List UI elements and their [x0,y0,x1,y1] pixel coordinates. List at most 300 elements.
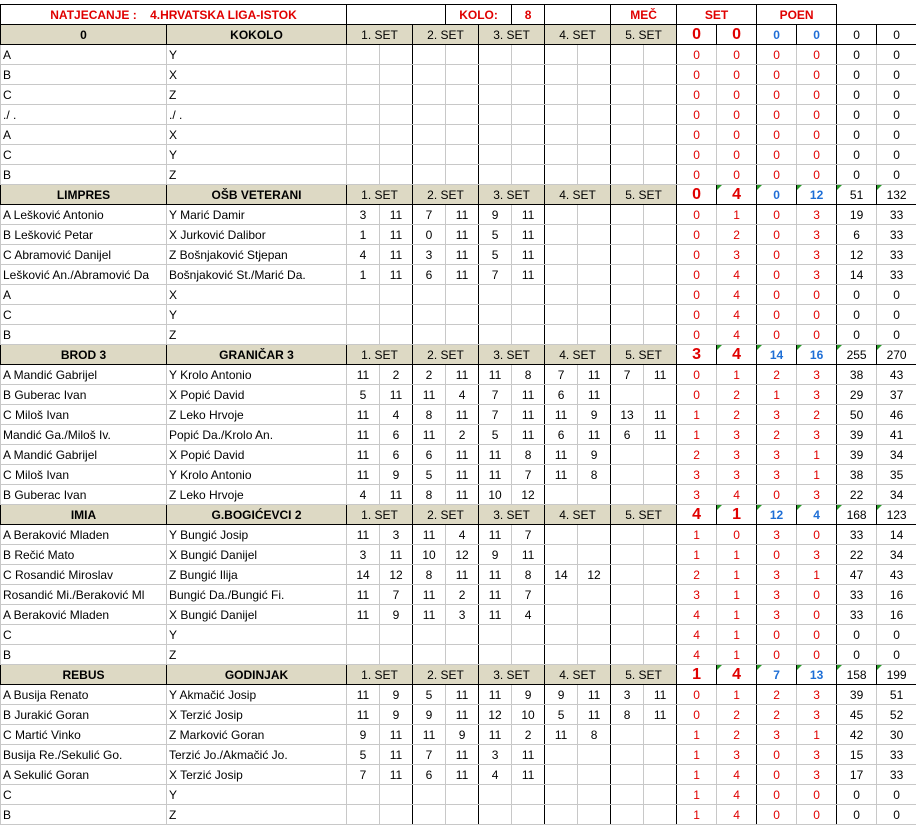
poen-away: 34 [877,485,916,505]
set-score: 5 [347,745,380,765]
set-score [545,285,578,305]
set-away: 1 [797,465,837,485]
set-score [479,285,512,305]
mec-home: 0 [677,45,717,65]
set-score [413,305,446,325]
away-player: Y Krolo Antonio [167,365,347,385]
set-score [413,805,446,825]
poen-home: 0 [837,125,877,145]
set-score: 3 [479,745,512,765]
set-score [644,805,677,825]
set-home: 0 [757,225,797,245]
set-score: 6 [413,765,446,785]
set-score: 11 [644,425,677,445]
set-score [644,785,677,805]
set-score [611,45,644,65]
mec-away: 1 [717,685,757,705]
mec-away: 1 [717,585,757,605]
poen-home: 15 [837,745,877,765]
set-score [578,805,611,825]
set-score: 12 [578,565,611,585]
set-score [578,305,611,325]
set-score [644,125,677,145]
set-score [611,85,644,105]
set-score: 7 [380,585,413,605]
poen-away: 46 [877,405,916,425]
set-score: 11 [479,445,512,465]
set-score: 11 [644,365,677,385]
set-score [347,145,380,165]
set-score: 11 [479,685,512,705]
set-score [479,145,512,165]
set-score [644,85,677,105]
set-away: 0 [797,305,837,325]
set-score [578,165,611,185]
set-score [380,645,413,665]
set-score: 11 [446,445,479,465]
set-score [545,805,578,825]
set-score: 11 [578,705,611,725]
away-player: Y [167,305,347,325]
game-row [1,85,916,105]
poen-home: 33 [837,525,877,545]
set-home: 3 [757,585,797,605]
mec-away: 4 [717,485,757,505]
set-away: 0 [797,645,837,665]
set-away: 3 [797,745,837,765]
mec-away: 2 [717,385,757,405]
set-score [611,805,644,825]
set-score: 9 [446,725,479,745]
set-score: 11 [446,705,479,725]
set-score: 14 [545,565,578,585]
set-away: 3 [797,545,837,565]
game-row [1,605,916,625]
set-score [611,565,644,585]
poen-away: 41 [877,425,916,445]
set-score [644,285,677,305]
home-player: A [1,285,167,305]
set-score [545,105,578,125]
set-score: 7 [479,265,512,285]
mec-home-score: 0 [677,25,717,45]
mec-away: 0 [717,85,757,105]
set-score: 7 [413,205,446,225]
set-score [611,205,644,225]
team-header-row [1,185,916,205]
set-label: 2. SET [413,505,479,525]
mec-home: 3 [677,465,717,485]
game-row [1,745,916,765]
mec-away: 1 [717,605,757,625]
poen-away: 0 [877,125,916,145]
poen-header: POEN [757,5,837,25]
away-player: X [167,285,347,305]
set-score [380,105,413,125]
game-row [1,285,916,305]
home-player: A Beraković Mladen [1,605,167,625]
poen-home: 0 [837,285,877,305]
set-score: 11 [380,725,413,745]
mec-home: 0 [677,145,717,165]
poen-home: 6 [837,225,877,245]
away-player: Z Bungić Ilija [167,565,347,585]
set-score: 8 [611,705,644,725]
set-score: 11 [512,385,545,405]
set-home: 0 [757,325,797,345]
set-score [578,745,611,765]
set-score [578,485,611,505]
set-score: 11 [479,725,512,745]
away-player: Bošnjaković St./Marić Da. [167,265,347,285]
set-score: 11 [578,365,611,385]
set-home: 0 [757,165,797,185]
set-away: 0 [797,165,837,185]
set-score: 5 [479,245,512,265]
poen-home-total: 0 [837,25,877,45]
set-score: 8 [512,365,545,385]
set-score [545,65,578,85]
set-label: 2. SET [413,185,479,205]
set-score: 5 [479,225,512,245]
set-score [578,785,611,805]
game-row [1,45,916,65]
away-player: Z Leko Hrvoje [167,405,347,425]
set-score [578,325,611,345]
mec-away-score: 4 [717,665,757,685]
set-away-total: 0 [797,25,837,45]
set-score: 11 [644,705,677,725]
set-score: 11 [446,745,479,765]
set-score: 11 [347,405,380,425]
set-score: 11 [380,485,413,505]
set-home: 2 [757,365,797,385]
set-away: 3 [797,685,837,705]
set-score [347,285,380,305]
set-score [512,85,545,105]
set-score: 8 [413,405,446,425]
set-score [380,85,413,105]
set-away: 0 [797,65,837,85]
set-home: 3 [757,565,797,585]
set-score: 11 [512,405,545,425]
game-row [1,525,916,545]
set-score: 5 [413,465,446,485]
set-score [347,105,380,125]
mec-home: 0 [677,85,717,105]
home-player: C [1,785,167,805]
set-home: 0 [757,745,797,765]
set-score [578,125,611,145]
poen-away: 0 [877,305,916,325]
set-score: 5 [413,685,446,705]
set-score [446,65,479,85]
mec-home-score: 1 [677,665,717,685]
set-label: 2. SET [413,25,479,45]
set-score [545,265,578,285]
poen-away: 0 [877,105,916,125]
set-score: 8 [578,725,611,745]
set-score [347,645,380,665]
mec-home: 2 [677,445,717,465]
away-player: X [167,65,347,85]
away-player: ./ . [167,105,347,125]
home-player: B [1,645,167,665]
set-score: 9 [380,605,413,625]
poen-away: 33 [877,265,916,285]
game-row [1,205,916,225]
home-player: C [1,145,167,165]
away-player: Z [167,85,347,105]
set-score: 4 [380,405,413,425]
set-score [512,165,545,185]
set-home: 2 [757,425,797,445]
set-home: 3 [757,525,797,545]
set-score [380,65,413,85]
game-row [1,805,916,825]
poen-away-total: 123 [877,505,916,525]
poen-home: 22 [837,485,877,505]
poen-away: 33 [877,245,916,265]
set-score [446,45,479,65]
poen-away: 43 [877,565,916,585]
set-score: 11 [446,265,479,285]
set-label: 5. SET [611,345,677,365]
set-label: 5. SET [611,665,677,685]
set-score: 11 [512,545,545,565]
set-score [545,485,578,505]
set-label: 3. SET [479,505,545,525]
set-score: 11 [512,765,545,785]
set-score: 3 [347,545,380,565]
set-score [380,325,413,345]
home-player: A [1,125,167,145]
set-score: 13 [611,405,644,425]
mec-home: 0 [677,245,717,265]
set-home: 0 [757,625,797,645]
set-score: 10 [413,545,446,565]
set-score [479,325,512,345]
set-away: 3 [797,225,837,245]
set-away: 3 [797,205,837,225]
set-score: 11 [413,385,446,405]
game-row [1,225,916,245]
set-score [512,125,545,145]
set-home-total: 7 [757,665,797,685]
game-row [1,365,916,385]
set-score [545,745,578,765]
set-score [611,125,644,145]
set-away: 0 [797,525,837,545]
set-score: 9 [380,705,413,725]
poen-away: 33 [877,745,916,765]
set-score: 3 [611,685,644,705]
set-score: 11 [578,425,611,445]
set-score [611,485,644,505]
set-score: 11 [479,585,512,605]
set-home-total: 0 [757,185,797,205]
home-player: B Guberac Ivan [1,385,167,405]
mec-home: 3 [677,485,717,505]
set-score [611,745,644,765]
set-score [644,725,677,745]
away-player: Y Krolo Antonio [167,465,347,485]
set-score: 3 [446,605,479,625]
set-score [545,145,578,165]
header-spacer [347,5,446,25]
poen-away: 34 [877,545,916,565]
away-player: Z [167,805,347,825]
mec-home: 0 [677,105,717,125]
set-score [545,225,578,245]
set-score: 8 [413,565,446,585]
set-score: 7 [512,585,545,605]
poen-away-total: 132 [877,185,916,205]
set-score: 11 [545,725,578,745]
home-player: ./ . [1,105,167,125]
poen-home: 33 [837,605,877,625]
set-score: 11 [644,685,677,705]
poen-home-total: 51 [837,185,877,205]
set-score: 7 [545,365,578,385]
poen-home: 0 [837,105,877,125]
set-label: 3. SET [479,25,545,45]
set-score [644,585,677,605]
set-score [611,105,644,125]
set-score: 10 [479,485,512,505]
set-score [578,205,611,225]
set-score [611,585,644,605]
set-score [413,325,446,345]
set-score [380,625,413,645]
mec-away-score: 4 [717,185,757,205]
set-score [446,645,479,665]
game-row [1,105,916,125]
mec-away: 0 [717,525,757,545]
set-score [479,165,512,185]
away-player: Z [167,165,347,185]
set-score [347,325,380,345]
set-home: 0 [757,65,797,85]
game-row [1,325,916,345]
poen-home: 0 [837,625,877,645]
poen-home-total: 168 [837,505,877,525]
home-player: Lešković An./Abramović Da [1,265,167,285]
set-away: 0 [797,125,837,145]
set-score [446,625,479,645]
set-label: 4. SET [545,185,611,205]
set-score [545,585,578,605]
mec-away: 0 [717,45,757,65]
set-score: 8 [413,485,446,505]
mec-home: 0 [677,365,717,385]
set-label: 4. SET [545,505,611,525]
set-score [644,205,677,225]
mec-away: 3 [717,465,757,485]
set-score [611,385,644,405]
set-score [644,645,677,665]
set-score: 11 [446,685,479,705]
set-score [347,805,380,825]
set-score: 5 [545,705,578,725]
set-away: 1 [797,565,837,585]
set-score [611,145,644,165]
set-score: 6 [380,425,413,445]
home-player: B Lešković Petar [1,225,167,245]
poen-home: 0 [837,145,877,165]
poen-away: 16 [877,585,916,605]
set-score: 11 [446,765,479,785]
set-score: 11 [446,205,479,225]
set-score [380,165,413,185]
away-player: Z Bošnjaković Stjepan [167,245,347,265]
set-score: 4 [512,605,545,625]
set-home: 0 [757,145,797,165]
set-score [380,285,413,305]
set-score [644,745,677,765]
set-score: 9 [347,725,380,745]
set-score: 7 [611,365,644,385]
home-team-name: LIMPRES [1,185,167,205]
set-score: 11 [347,605,380,625]
set-score [446,85,479,105]
set-score [644,165,677,185]
away-player: Y [167,145,347,165]
set-score: 11 [578,685,611,705]
home-player: C Miloš Ivan [1,465,167,485]
away-player: Y [167,785,347,805]
set-score [611,285,644,305]
home-team-name: BROD 3 [1,345,167,365]
game-row [1,725,916,745]
set-score [347,45,380,65]
set-away: 3 [797,365,837,385]
set-score [479,65,512,85]
poen-home: 0 [837,805,877,825]
set-label: 1. SET [347,25,413,45]
set-score: 4 [347,245,380,265]
set-score: 2 [446,585,479,605]
poen-home: 0 [837,325,877,345]
poen-home: 33 [837,585,877,605]
set-score [611,445,644,465]
home-player: C [1,625,167,645]
poen-home: 39 [837,445,877,465]
set-score: 2 [512,725,545,745]
set-home: 0 [757,305,797,325]
game-row [1,385,916,405]
game-row [1,465,916,485]
mec-home: 1 [677,785,717,805]
game-row [1,585,916,605]
set-score: 8 [512,565,545,585]
results-table [0,4,916,825]
set-score [545,165,578,185]
set-label: 4. SET [545,25,611,45]
set-home-total: 14 [757,345,797,365]
home-team-name: REBUS [1,665,167,685]
game-row [1,565,916,585]
set-away: 3 [797,265,837,285]
set-score [446,805,479,825]
set-score: 11 [380,385,413,405]
poen-home: 0 [837,85,877,105]
set-score [545,765,578,785]
set-label: 1. SET [347,505,413,525]
set-score: 11 [446,365,479,385]
competition-cell [1,5,347,25]
poen-away: 14 [877,525,916,545]
